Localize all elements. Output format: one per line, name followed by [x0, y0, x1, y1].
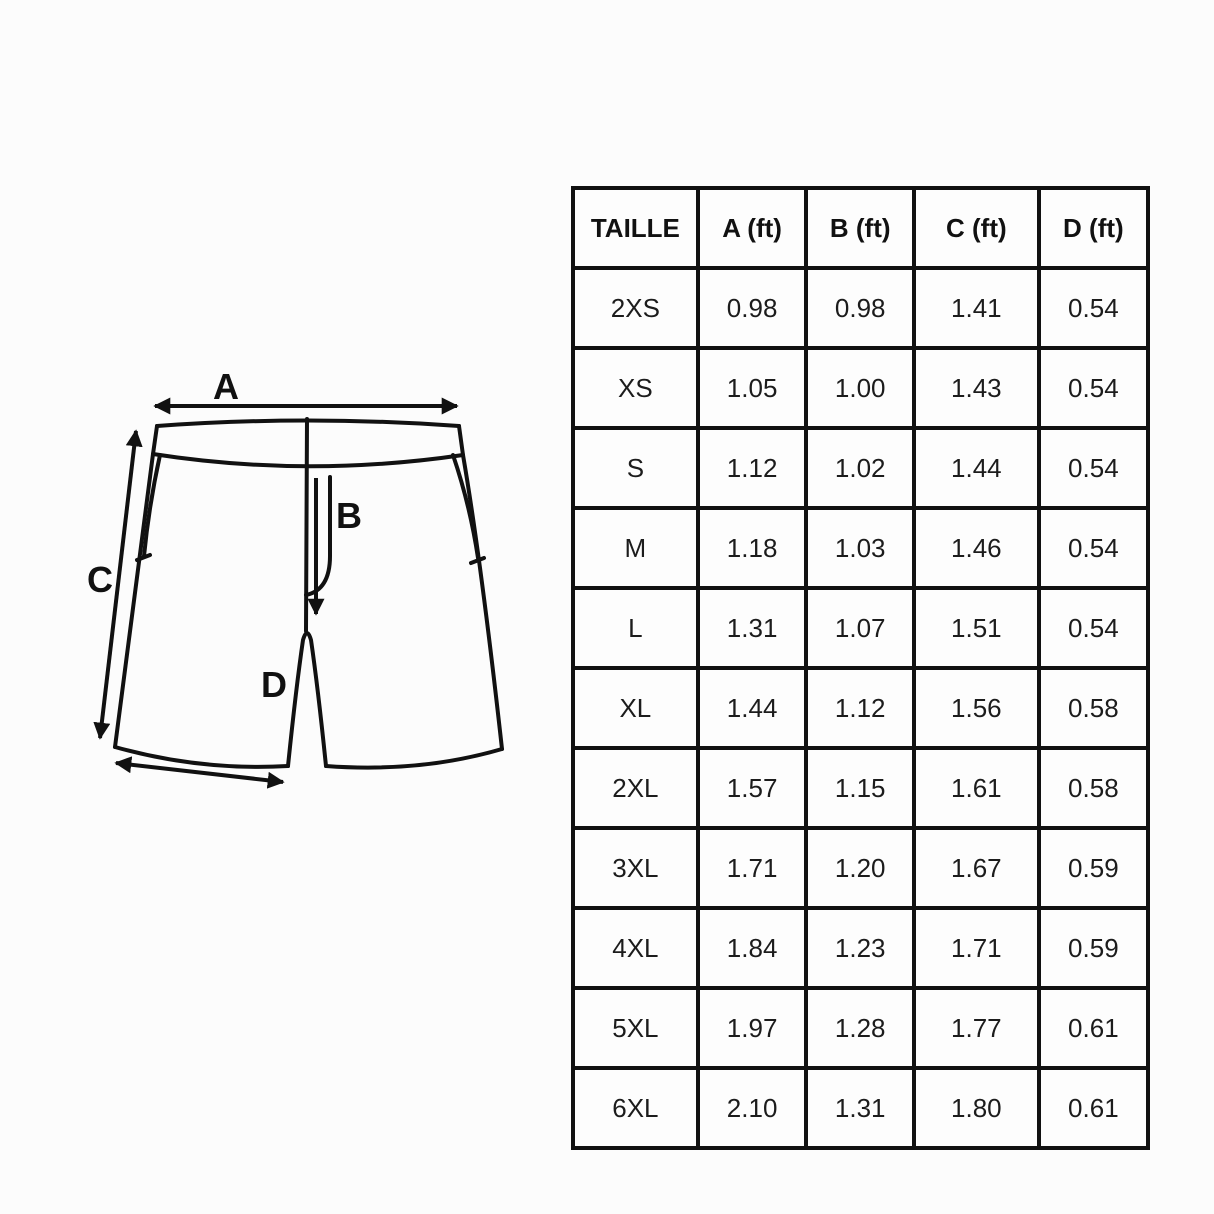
value-cell-b: 0.98: [806, 268, 914, 348]
size-cell: 2XL: [573, 748, 698, 828]
table-row: [573, 428, 1148, 508]
size-table-header: [573, 188, 1148, 268]
value-cell-a: 1.44: [698, 668, 807, 748]
center-front-line: [306, 419, 307, 631]
left-side-seam: [115, 454, 153, 747]
table-row: [573, 588, 1148, 668]
value-cell-c: 1.80: [914, 1068, 1039, 1148]
waistband-left-edge: [153, 426, 157, 454]
right-side-seam: [463, 455, 502, 749]
header-cell-d: D (ft): [1039, 188, 1148, 268]
value-cell-d: 0.54: [1039, 348, 1148, 428]
value-cell-b: 1.03: [806, 508, 914, 588]
header-cell-taille: TAILLE: [573, 188, 698, 268]
value-cell-c: 1.43: [914, 348, 1039, 428]
crotch-split: [288, 633, 326, 766]
value-cell-b: 1.31: [806, 1068, 914, 1148]
value-cell-a: 1.18: [698, 508, 807, 588]
value-cell-c: 1.41: [914, 268, 1039, 348]
value-cell-d: 0.58: [1039, 748, 1148, 828]
size-cell: 6XL: [573, 1068, 698, 1148]
table-row: [573, 748, 1148, 828]
table-row: [573, 668, 1148, 748]
value-cell-d: 0.54: [1039, 508, 1148, 588]
label-b: B: [336, 495, 362, 536]
value-cell-b: 1.20: [806, 828, 914, 908]
value-cell-c: 1.67: [914, 828, 1039, 908]
value-cell-d: 0.54: [1039, 588, 1148, 668]
right-pocket-tick: [471, 558, 484, 563]
header-cell-b: B (ft): [806, 188, 914, 268]
size-cell: XS: [573, 348, 698, 428]
size-cell: 4XL: [573, 908, 698, 988]
shorts-outline: [115, 419, 502, 768]
size-cell: L: [573, 588, 698, 668]
value-cell-a: 1.71: [698, 828, 807, 908]
table-row: [573, 268, 1148, 348]
value-cell-c: 1.51: [914, 588, 1039, 668]
size-table-body: [573, 268, 1148, 1148]
size-cell: 3XL: [573, 828, 698, 908]
value-cell-c: 1.61: [914, 748, 1039, 828]
size-cell: 5XL: [573, 988, 698, 1068]
size-table: [571, 186, 1150, 1150]
value-cell-a: 2.10: [698, 1068, 807, 1148]
value-cell-d: 0.61: [1039, 1068, 1148, 1148]
value-cell-c: 1.44: [914, 428, 1039, 508]
value-cell-c: 1.77: [914, 988, 1039, 1068]
label-c: C: [87, 559, 113, 600]
value-cell-d: 0.54: [1039, 428, 1148, 508]
value-cell-a: 0.98: [698, 268, 807, 348]
waistband-right-edge: [459, 426, 463, 455]
value-cell-d: 0.61: [1039, 988, 1148, 1068]
table-row: [573, 908, 1148, 988]
value-cell-b: 1.28: [806, 988, 914, 1068]
value-cell-a: 1.97: [698, 988, 807, 1068]
table-row: [573, 348, 1148, 428]
table-row: [573, 1068, 1148, 1148]
value-cell-a: 1.31: [698, 588, 807, 668]
label-a: A: [213, 366, 239, 407]
size-cell: 2XS: [573, 268, 698, 348]
value-cell-b: 1.15: [806, 748, 914, 828]
header-cell-a: A (ft): [698, 188, 807, 268]
value-cell-a: 1.12: [698, 428, 807, 508]
header-row: [573, 188, 1148, 268]
value-cell-c: 1.46: [914, 508, 1039, 588]
value-cell-b: 1.07: [806, 588, 914, 668]
size-cell: XL: [573, 668, 698, 748]
right-leg-hem: [326, 749, 502, 768]
value-cell-a: 1.84: [698, 908, 807, 988]
value-cell-c: 1.71: [914, 908, 1039, 988]
value-cell-b: 1.00: [806, 348, 914, 428]
value-cell-a: 1.57: [698, 748, 807, 828]
table-row: [573, 828, 1148, 908]
header-cell-c: C (ft): [914, 188, 1039, 268]
value-cell-b: 1.12: [806, 668, 914, 748]
size-cell: M: [573, 508, 698, 588]
table-row: [573, 508, 1148, 588]
value-cell-b: 1.02: [806, 428, 914, 508]
value-cell-d: 0.59: [1039, 908, 1148, 988]
value-cell-a: 1.05: [698, 348, 807, 428]
size-cell: S: [573, 428, 698, 508]
value-cell-d: 0.54: [1039, 268, 1148, 348]
value-cell-c: 1.56: [914, 668, 1039, 748]
value-cell-d: 0.59: [1039, 828, 1148, 908]
table-row: [573, 988, 1148, 1068]
label-d: D: [261, 664, 287, 705]
value-cell-d: 0.58: [1039, 668, 1148, 748]
value-cell-b: 1.23: [806, 908, 914, 988]
